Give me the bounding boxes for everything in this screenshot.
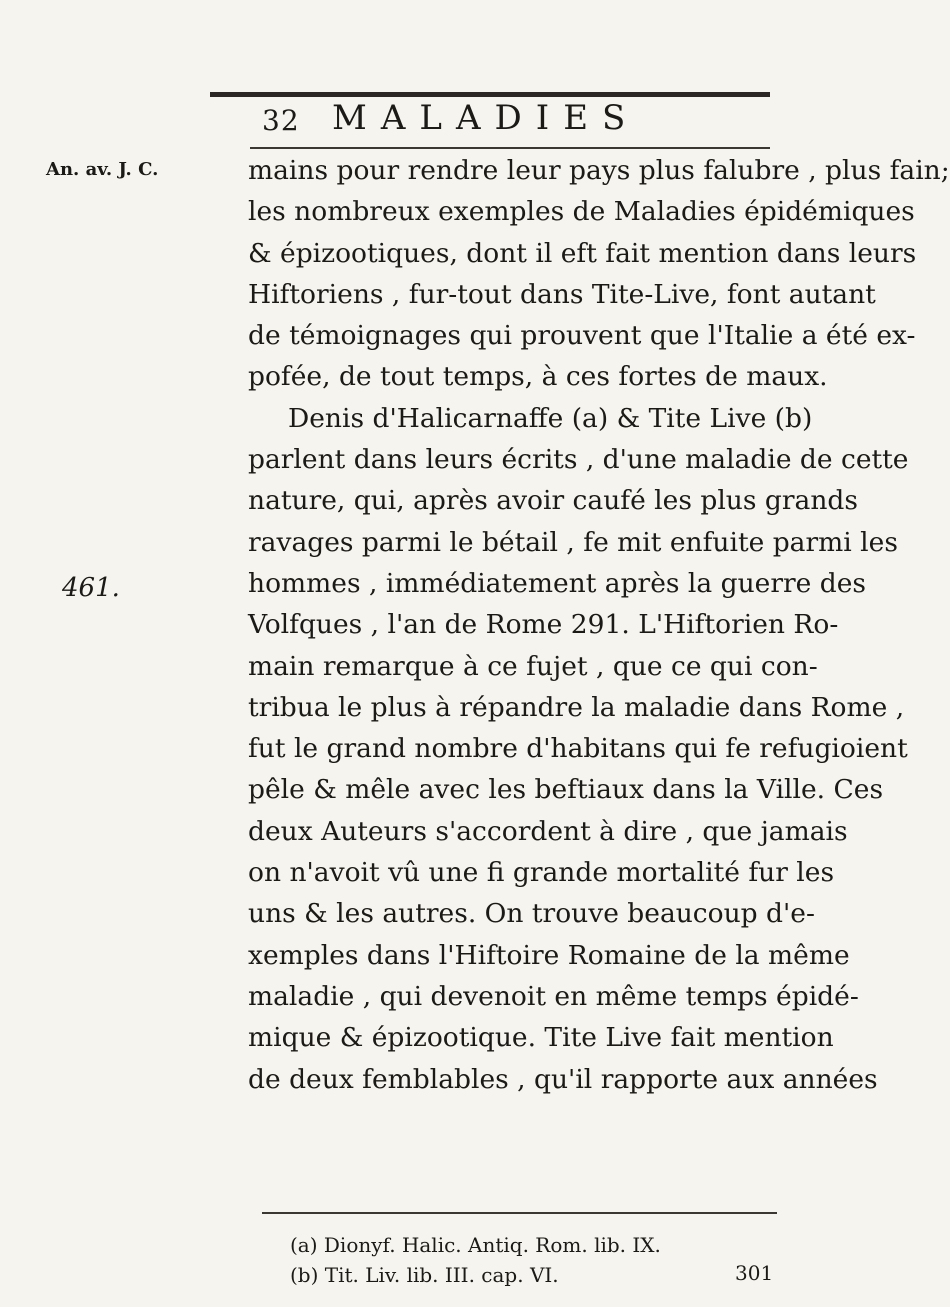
text-line: de témoignages qui prouvent que l'Italie a été ex- — [248, 320, 916, 352]
text-line: Hiftoriens , fur-tout dans Tite-Live, font autant — [248, 278, 876, 310]
text-line: on n'avoit vû une fi grande mortalité fur les — [248, 857, 835, 889]
text-line: maladie , qui devenoit en même temps épidé- — [248, 980, 859, 1012]
text-line: Denis d'Halicarnaffe (a) & Tite Live (b) — [288, 402, 813, 434]
text-line: fut le grand nombre d'habitans qui fe refugioient — [248, 733, 908, 765]
text-line: & épizootiques, dont il eft fait mention dans leurs — [248, 237, 917, 269]
header-rule-bottom — [250, 147, 770, 149]
text-line: mique & épizootique. Tite Live fait mention — [248, 1022, 834, 1054]
margin-note-era: An. av. J. C. — [46, 159, 159, 180]
running-title: MALADIES — [332, 98, 640, 138]
margin-note-year: 461. — [62, 573, 120, 603]
footnotes — [290, 1230, 661, 1290]
text-line: de deux femblables , qu'il rapporte aux années — [248, 1063, 878, 1095]
text-line: Volfques , l'an de Rome 291. L'Hiftorien Ro- — [248, 609, 839, 641]
catchword: 301 — [735, 1261, 774, 1285]
text-line: pofée, de tout temps, à ces fortes de maux. — [248, 361, 828, 393]
text-line: les nombreux exemples de Maladies épidémiques — [248, 196, 915, 228]
text-line: nature, qui, après avoir caufé les plus grands — [248, 485, 858, 517]
footnote-rule — [262, 1212, 777, 1214]
text-line: uns & les autres. On trouve beaucoup d'e- — [248, 898, 815, 930]
footnote-b: (b) Tit. Liv. lib. III. cap. VI. — [290, 1263, 559, 1287]
text-line: pêle & mêle avec les beftiaux dans la Ville. Ces — [248, 774, 884, 806]
text-line: tribua le plus à répandre la maladie dans Rome , — [248, 691, 905, 723]
page-number: 32 — [262, 104, 300, 137]
body-text — [248, 150, 950, 1100]
running-head — [262, 98, 782, 148]
header-rule-top — [210, 92, 770, 97]
text-line: parlent dans leurs écrits , d'une maladie de cette — [248, 444, 909, 476]
text-line: ravages parmi le bétail , fe mit enfuite parmi les — [248, 526, 898, 558]
footnote-a: (a) Dionyf. Halic. Antiq. Rom. lib. IX. — [290, 1233, 661, 1257]
text-line: main remarque à ce fujet , que ce qui con- — [248, 650, 818, 682]
text-line: xemples dans l'Hiftoire Romaine de la même — [248, 939, 850, 971]
text-line: mains pour rendre leur pays plus falubre , plus fain; — [248, 155, 950, 186]
text-line: deux Auteurs s'accordent à dire , que jamais — [248, 815, 848, 847]
text-line: hommes , immédiatement après la guerre des — [248, 567, 867, 599]
